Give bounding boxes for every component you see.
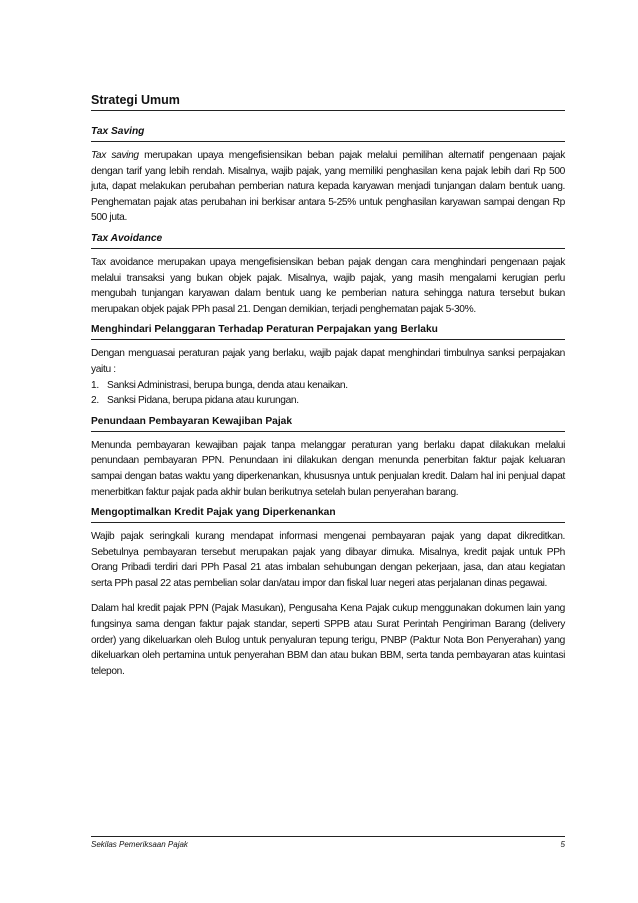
section-paragraph: Dalam hal kredit pajak PPN (Pajak Masukan), Pengusaha Kena Pajak cukup menggunakan dokumen lain yang fungsinya sama dengan faktur pajak standar, seperti SPPB atau Surat Perintah Pengiriman Barang (delivery order) yang dikeluarkan oleh Bulog untuk penyaluran tepung terigu, PNBP (Paktur Nota Bon Penyerahan) yang dikeluarkan oleh pertamina untuk penyerahan BBM dan atau bukan BBM, serta tanda pembayaran atas kuintasi telepon. <box>91 603 565 677</box>
section-heading: Penundaan Pembayaran Kewajiban Pajak <box>91 415 565 432</box>
section-paragraph: Menunda pembayaran kewajiban pajak tanpa melanggar peraturan yang berlaku dapat dilakukan melalui penundaan pembayaran PPN. Penundaan ini dilakukan dengan menunda penerbitan faktur pajak keluaran sampai dengan batas waktu yang diperkenankan, khususnya untuk penjualan kredit. Dalam hal ini penjual dapat menerbitkan faktur pajak pada akhir bulan berikutnya setelah bulan penyerahan barang. <box>91 439 565 498</box>
page-footer <box>91 836 565 849</box>
lead-term: Tax saving <box>91 150 139 161</box>
list-number: 2. <box>91 395 99 407</box>
section-tax-saving <box>91 125 565 226</box>
list-text: Sanksi Pidana, berupa pidana atau kurungan. <box>107 395 299 407</box>
sanction-list <box>91 378 565 409</box>
footer-doc-title: Sekilas Pemeriksaan Pajak <box>91 840 188 849</box>
section-tax-avoidance <box>91 232 565 317</box>
paragraph-text: merupakan upaya mengefisiensikan beban pajak melalui pemilihan alternatif pengenaan pajak dengan tarif yang lebih rendah. Misalnya, wajib pajak, yang memiliki penghasilan kena pajak lebih dari Rp 500 juta, dapat melakukan perubahan pemberian natura kepada karyawan menjadi tunjangan dalam bentuk uang. Penghematan pajak atas perubahan ini berkisar antara 5-25% untuk penghasilan karyawan sampai dengan Rp 500 juta. <box>91 150 565 224</box>
section-paragraph: Tax avoidance merupakan upaya mengefisiensikan beban pajak dengan cara menghindari pengenaan pajak melalui transaksi yang bukan objek pajak. Misalnya, wajib pajak, yang masih mengalami kerugian perlu mengubah tunjangan karyawan dalam bentuk uang ke pemberian natura sehingga natura tersebut bukan merupakan objek pajak PPh pasal 21. Dengan demikian, terjadi penghematan pajak 5-30%. <box>91 256 565 315</box>
section-menghindari-pelanggaran <box>91 323 565 408</box>
section-paragraph <box>91 148 565 226</box>
document-page <box>91 92 565 679</box>
page-number: 5 <box>560 840 565 849</box>
section-penundaan-pembayaran <box>91 415 565 500</box>
section-paragraph: Wajib pajak seringkali kurang mendapat informasi mengenai pembayaran pajak yang dapat dikreditkan. Sebetulnya pembayaran tersebut merupakan pajak yang dibayar dimuka. Misalnya, kredit pajak untuk PPh Orang Pribadi terdiri dari PPh Pasal 21 atas imbalan sehubungan dengan pekerjaan, jasa, dan atau kegiatan serta PPh pasal 22 atas pembelian solar dan/atau impor dan fiskal luar negeri atas perjalanan dinas pegawai. <box>91 531 565 589</box>
section-heading: Tax Avoidance <box>91 232 565 249</box>
list-number: 1. <box>91 379 99 391</box>
section-heading: Mengoptimalkan Kredit Pajak yang Diperkenankan <box>91 506 565 523</box>
list-item <box>91 378 565 394</box>
section-heading: Menghindari Pelanggaran Terhadap Peraturan Perpajakan yang Berlaku <box>91 323 565 340</box>
section-heading: Tax Saving <box>91 125 565 142</box>
section-paragraph: Dengan menguasai peraturan pajak yang berlaku, wajib pajak dapat menghindari timbulnya sanksi perpajakan yaitu : <box>91 348 565 375</box>
section-mengoptimalkan-kredit <box>91 506 565 679</box>
list-text: Sanksi Administrasi, berupa bunga, denda atau kenaikan. <box>107 379 348 391</box>
list-item <box>91 393 565 409</box>
page-title: Strategi Umum <box>91 92 565 111</box>
